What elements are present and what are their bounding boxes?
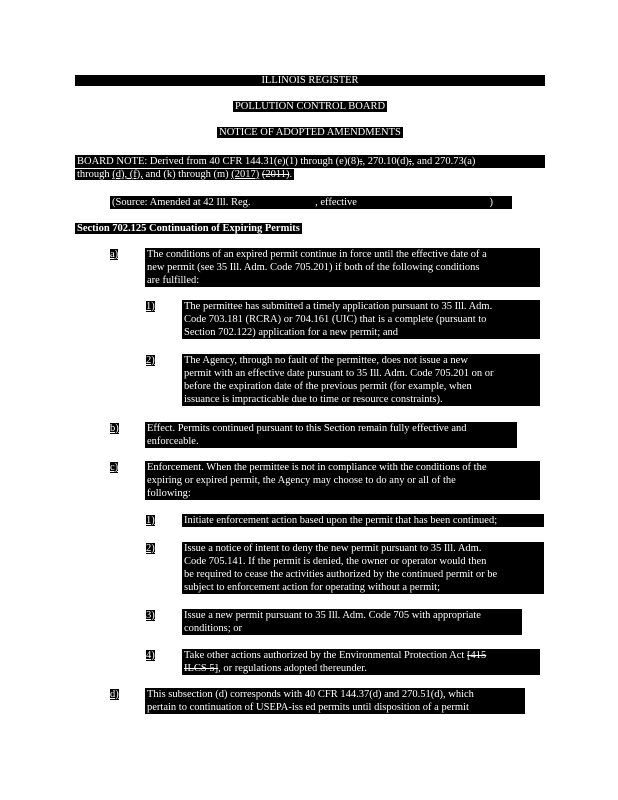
- register-title: [75, 74, 545, 87]
- item-b-text: Effect. Permits continued pursuant to this Section remain fully effective and enforceable.: [145, 422, 517, 448]
- item-c2-label: 2): [146, 543, 155, 554]
- board-note: [75, 155, 545, 181]
- item-c1-label: 1): [146, 515, 155, 526]
- source-effective: , effective: [315, 197, 360, 208]
- source-close: ): [489, 197, 494, 208]
- item-a2-text: The Agency, through no fault of the permittee, does not issue a new permit with an effective date pursuant to 35 Ill. Adm. Code 705.201 on or before the expiration date of the previous permit (for example, when issuance is impracticable due to time or resource constraints).: [182, 354, 540, 406]
- item-a2-label: 2): [146, 355, 155, 366]
- item-d-text: This subsection (d) corresponds with 40 CFR 144.37(d) and 270.51(d), which pertain to continuation of USEPA-iss ed permits until disposition of a permit: [145, 688, 525, 714]
- source-line: [110, 196, 512, 209]
- item-a-text: The conditions of an expired permit continue in force until the effective date of a new permit (see 35 Ill. Adm. Code 705.201) if both of the following conditions are fulfilled:: [145, 248, 540, 287]
- item-b-label: b): [110, 423, 119, 434]
- notice-title: [75, 126, 545, 139]
- item-a-label: a): [110, 249, 119, 260]
- section-title: [75, 222, 302, 235]
- board-title: [75, 100, 545, 113]
- notice-title-text: NOTICE OF ADOPTED AMENDMENTS: [219, 127, 401, 138]
- item-a1-text: The permittee has submitted a timely application pursuant to 35 Ill. Adm. Code 703.181 (RCRA) or 704.161 (UIC) that is a complete (pursuant to Section 702.122) application for a new permit; and: [182, 300, 540, 339]
- item-c3-label: 3): [146, 610, 155, 621]
- item-c1-text: Initiate enforcement action based upon the permit that has been continued;: [182, 514, 544, 527]
- item-c3-text: Issue a new permit pursuant to 35 Ill. Adm. Code 705 with appropriate conditions; or: [182, 609, 522, 635]
- board-note-line-1: BOARD NOTE: Derived from 40 CFR 144.31(e)(1) through (e)(8);, 270.10(d);, and 270.73(a): [75, 155, 545, 168]
- section-title-text: Section 702.125 Continuation of Expiring Permits: [77, 223, 300, 234]
- item-a1-label: 1): [146, 301, 155, 312]
- source-text: (Source: Amended at 42 Ill. Reg.: [112, 197, 254, 208]
- item-c2-text: Issue a notice of intent to deny the new permit pursuant to 35 Ill. Adm. Code 705.141. If the permit is denied, the owner or operator would then be required to cease the activities authorized by the continued permit or be subject to enforcement action for operating without a permit;: [182, 542, 544, 594]
- item-c4-label: 4): [146, 650, 155, 661]
- item-d-label: d): [110, 689, 119, 700]
- register-title-text: ILLINOIS REGISTER: [261, 75, 359, 86]
- item-c-label: c): [110, 462, 119, 473]
- board-title-text: POLLUTION CONTROL BOARD: [234, 101, 386, 112]
- item-c-text: Enforcement. When the permittee is not in compliance with the conditions of the expiring or expired permit, the Agency may choose to do any or all of the following:: [145, 461, 540, 500]
- item-c4-text: [182, 649, 540, 675]
- item-c4-line-2: ILCS 5], or regulations adopted thereunder.: [184, 663, 367, 674]
- board-note-line-2: through (d), (f), and (k) through (m) (2017) (2011).: [77, 169, 293, 180]
- item-c4-line-1: Take other actions authorized by the Environmental Protection Act [415: [184, 650, 487, 661]
